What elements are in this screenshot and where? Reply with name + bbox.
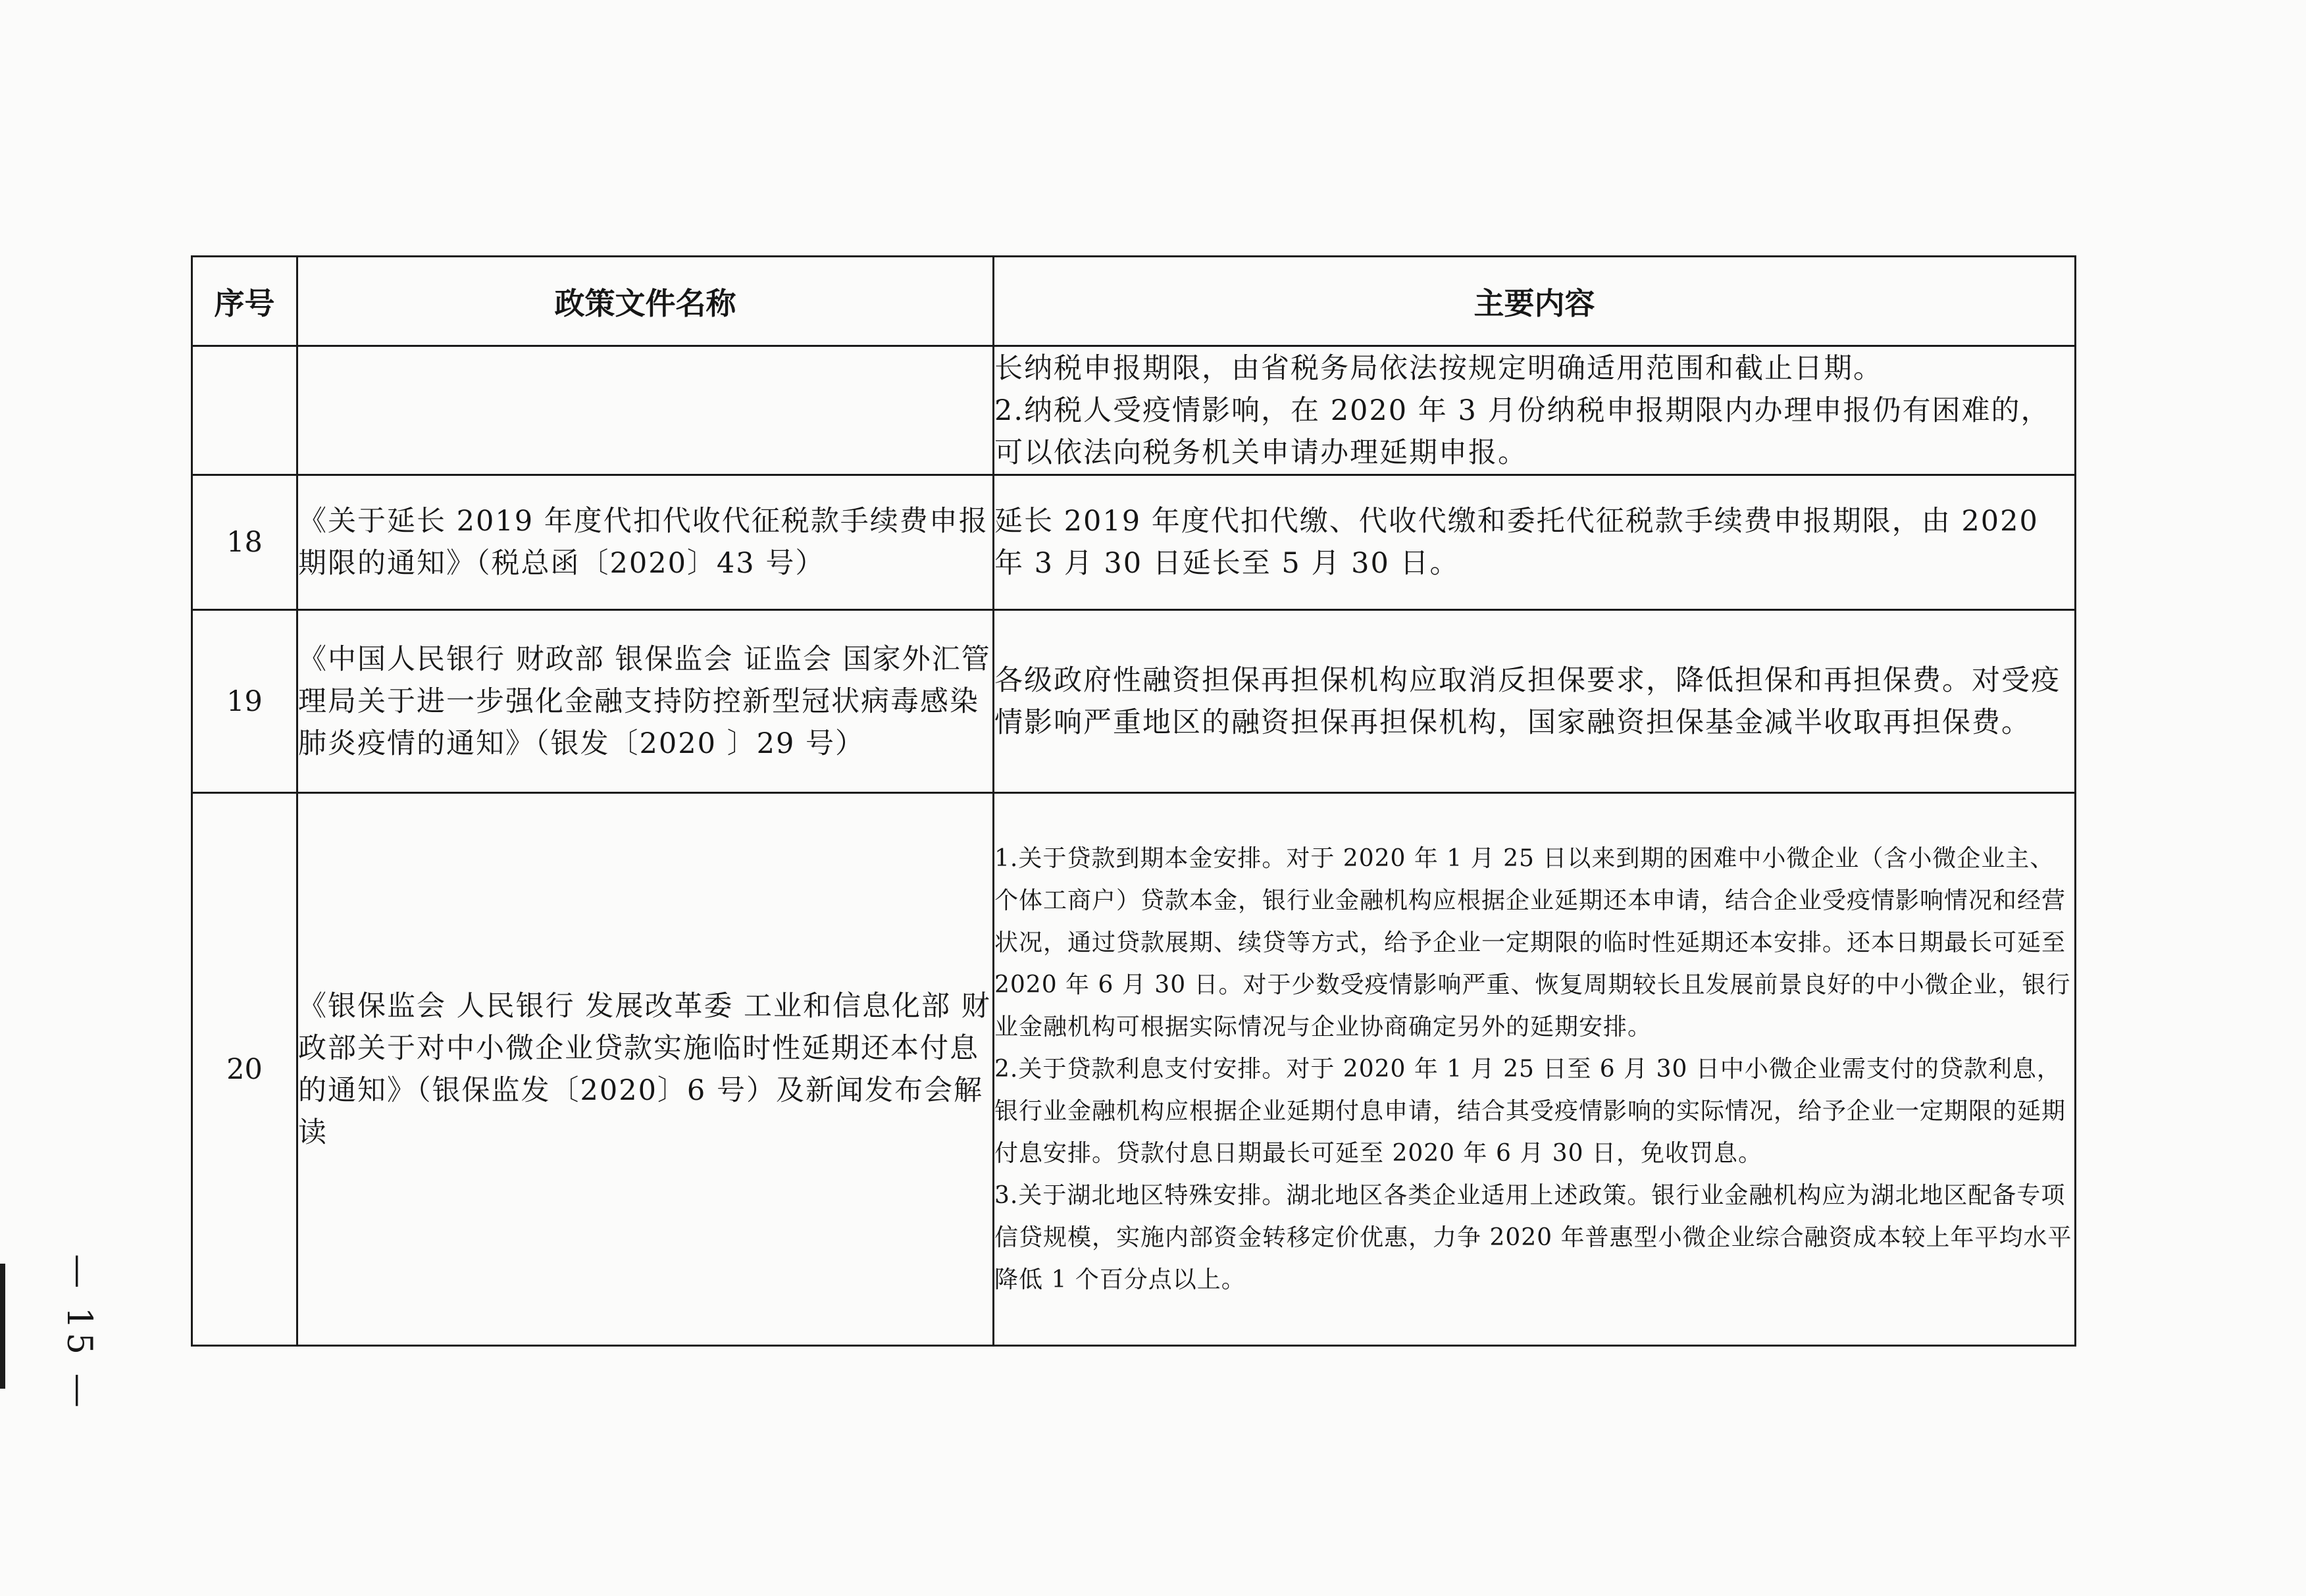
content-paragraph: 1.关于贷款到期本金安排。对于 2020 年 1 月 25 日以来到期的困难中小微企业（含小微企业主、个体工商户）贷款本金，银行业金融机构应根据企业延期还本申请，结合企业受疫情影响情况和经营状况，通过贷款展期、续贷等方式，给予企业一定期限的临时性延期还本安排。还本日期最长可延至 2020 年 6 月 30 日。对于少数受疫情影响严重、恢复周期较长且发展前景良好的中小微企业，银行业金融机构可根据实际情况与企业协商确定另外的延期安排。: [994, 844, 2071, 1041]
page-number: — 15 —: [59, 1254, 99, 1412]
row-policy-name: 《银保监会 人民银行 发展改革委 工业和信息化部 财政部关于对中小微企业贷款实施临时性延期还本付息的通知》（银保监发〔2020〕6 号）及新闻发布会解读: [297, 793, 994, 1346]
row-seq: 19: [192, 610, 297, 793]
row-seq: 20: [192, 793, 297, 1346]
row-content: [994, 793, 2076, 1346]
row-content: [994, 346, 2076, 475]
table-row: [192, 793, 2076, 1346]
content-paragraph: 2.纳税人受疫情影响，在 2020 年 3 月份纳税申报期限内办理申报仍有困难的，可以依法向税务机关申请办理延期申报。: [994, 394, 2051, 469]
policy-table: [191, 255, 2076, 1347]
row-policy-name: 《关于延长 2019 年度代扣代收代征税款手续费申报期限的通知》（税总函〔2020〕43 号）: [297, 475, 994, 610]
table-header-row: [192, 257, 2076, 346]
table-row: [192, 610, 2076, 793]
row-seq: [192, 346, 297, 475]
table-row: [192, 475, 2076, 610]
row-content: [994, 610, 2076, 793]
row-content: [994, 475, 2076, 610]
content-paragraph: 长纳税申报期限，由省税务局依法按规定明确适用范围和截止日期。: [994, 351, 1883, 385]
row-policy-name: [297, 346, 994, 475]
row-policy-name: 《中国人民银行 财政部 银保监会 证监会 国家外汇管理局关于进一步强化金融支持防控新型冠状病毒感染肺炎疫情的通知》（银发〔2020 〕29 号）: [297, 610, 994, 793]
content-paragraph: 3.关于湖北地区特殊安排。湖北地区各类企业适用上述政策。银行业金融机构应为湖北地区配备专项信贷规模，实施内部资金转移定价优惠，力争 2020 年普惠型小微企业综合融资成本较上年平均水平降低 1 个百分点以上。: [994, 1181, 2072, 1293]
header-seq: 序号: [192, 257, 297, 346]
content-paragraph: 2.关于贷款利息支付安排。对于 2020 年 1 月 25 日至 6 月 30 日中小微企业需支付的贷款利息，银行业金融机构应根据企业延期付息申请，结合其受疫情影响的实际情况，给予企业一定期限的延期付息安排。贷款付息日期最长可延至 2020 年 6 月 30 日，免收罚息。: [994, 1055, 2066, 1167]
row-seq: 18: [192, 475, 297, 610]
content-paragraph: 各级政府性融资担保再担保机构应取消反担保要求，降低担保和再担保费。对受疫情影响严重地区的融资担保再担保机构，国家融资担保基金减半收取再担保费。: [994, 663, 2061, 739]
header-main-content: 主要内容: [994, 257, 2076, 346]
table-row: [192, 346, 2076, 475]
content-paragraph: 延长 2019 年度代扣代缴、代收代缴和委托代征税款手续费申报期限，由 2020 年 3 月 30 日延长至 5 月 30 日。: [994, 505, 2039, 580]
header-policy-name: 政策文件名称: [297, 257, 994, 346]
